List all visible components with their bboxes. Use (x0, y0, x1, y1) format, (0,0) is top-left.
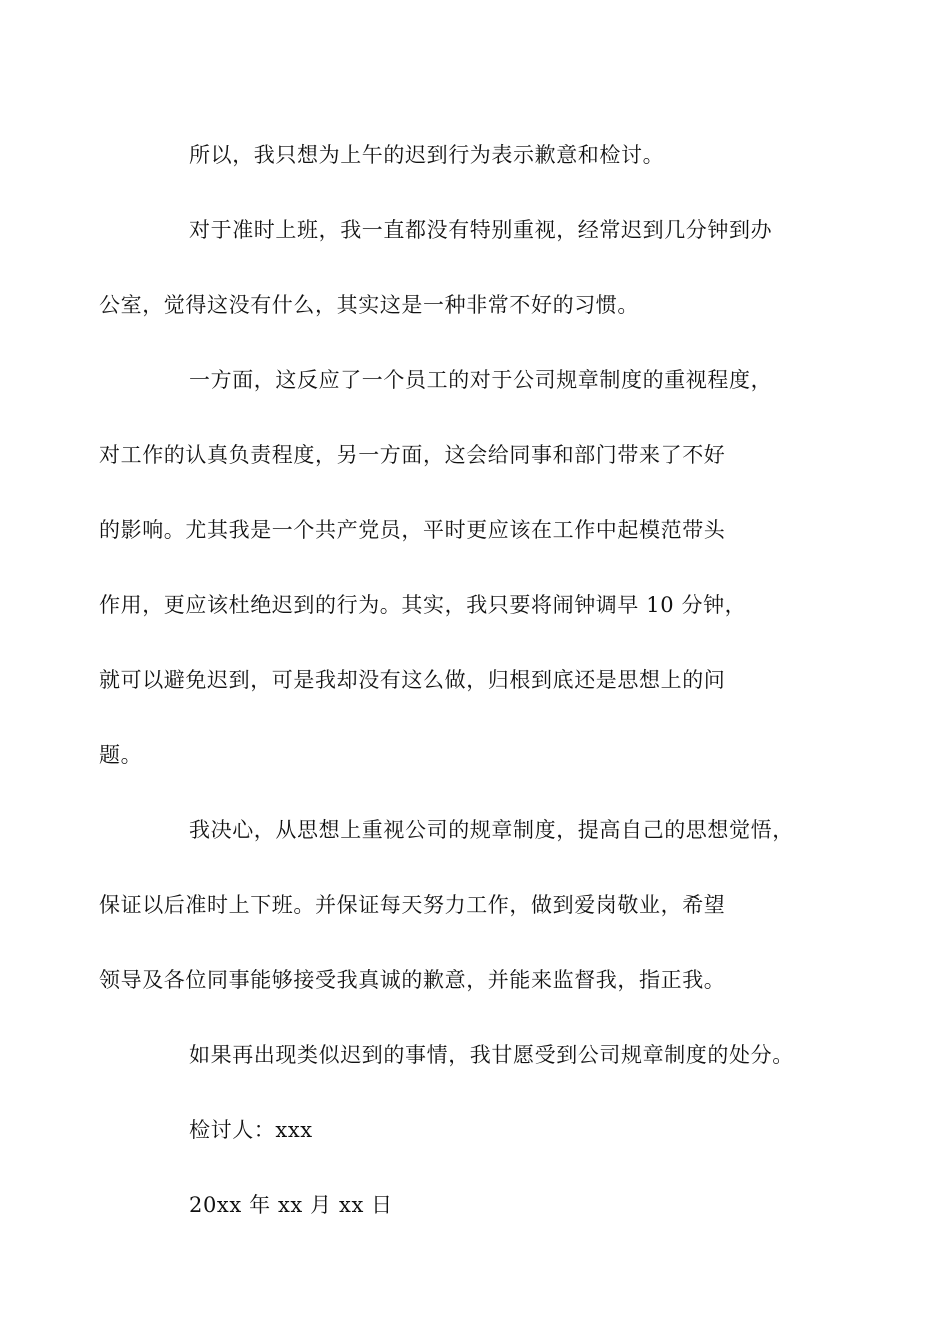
paragraph-reflection (99, 343, 806, 793)
text-line: 如果再出现类似迟到的事情，我甘愿受到公司规章制度的处分。 (189, 1043, 794, 1067)
paragraph-habit (99, 193, 806, 343)
text-line: 对于准时上班，我一直都没有特别重视，经常迟到几分钟到办 (189, 218, 773, 242)
paragraph-commitment (144, 1018, 806, 1093)
document-body (99, 118, 806, 1243)
signature-author (144, 1093, 806, 1168)
text-line: 的影响。尤其我是一个共产党员，平时更应该在工作中起模范带头 (99, 518, 726, 542)
text-line: 作用，更应该杜绝迟到的行为。其实，我只要将闹钟调早 10 分钟， (99, 593, 747, 617)
text-line: 保证以后准时上下班。并保证每天努力工作，做到爱岗敬业，希望 (99, 893, 726, 917)
text-line: 检讨人：xxx (189, 1118, 313, 1142)
paragraph-resolution (99, 793, 806, 1018)
text-line: 领导及各位同事能够接受我真诚的歉意，并能来监督我，指正我。 (99, 968, 726, 992)
text-line: 我决心，从思想上重视公司的规章制度，提高自己的思想觉悟， (189, 818, 794, 842)
text-line: 题。 (99, 743, 143, 767)
text-line: 公室，觉得这没有什么，其实这是一种非常不好的习惯。 (99, 293, 639, 317)
text-line: 所以，我只想为上午的迟到行为表示歉意和检讨。 (189, 143, 665, 167)
text-line: 一方面，这反应了一个员工的对于公司规章制度的重视程度， (189, 368, 773, 392)
text-line: 对工作的认真负责程度，另一方面，这会给同事和部门带来了不好 (99, 443, 726, 467)
signature-date (144, 1168, 806, 1243)
text-line: 20xx 年 xx 月 xx 日 (189, 1193, 393, 1217)
text-line: 就可以避免迟到，可是我却没有这么做，归根到底还是思想上的问 (99, 668, 726, 692)
paragraph-apology (144, 118, 806, 193)
